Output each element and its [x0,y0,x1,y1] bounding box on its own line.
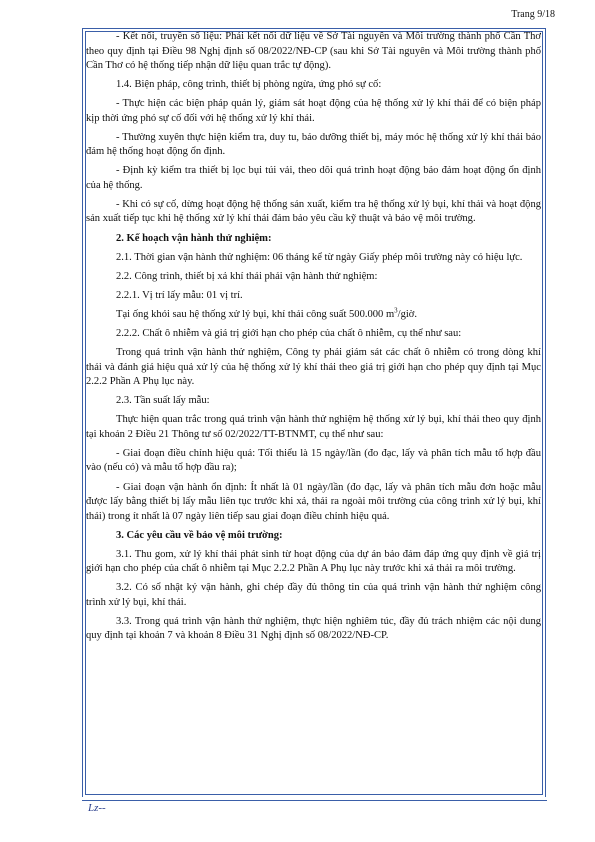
paragraph: 1.4. Biện pháp, công trình, thiết bị phòng ngừa, ứng phó sự cố: [116,79,382,91]
paragraph-text: Tại ống khói sau hệ thống xử lý bụi, khí thải công suất 500.000 m [116,308,395,320]
paragraph: 3.1. Thu gom, xử lý khí thải phát sinh từ hoạt động của dự án bảo đảm đáp ứng quy định về giá trị giới hạn cho phép của chất ô nhiễm tại Mục 2.2.2 Phần A Phụ lục này trước khi xả thải ra môi trường. [86,548,541,575]
handwritten-initials: Lz-- [88,802,106,814]
paragraph: - Giai đoạn vận hành ổn định: Ít nhất là 01 ngày/lần (đo đạc, lấy và phân tích mẫu đơn hoặc mẫu được lấy bằng thiết bị lấy mẫu liên tục trước khi xả, thải ra ngoài môi trường của công trình xử lý bụi, khí thải) trong ít nhất là 07 ngày liên tiếp sau giai đoạn điều chỉnh hiệu quả. [86,481,541,522]
paragraph: - Kết nối, truyền số liệu: Phải kết nối dữ liệu về Sở Tài nguyên và Môi trường thành phố Cần Thơ theo quy định tại Điều 98 Nghị định số 08/2022/NĐ-CP (sau khi Sở Tài nguyên và Môi trường thành phố Cần Thơ có hệ thống tiếp nhận dữ liệu quan trắc tự động). [86,31,541,71]
paragraph: 2.2.1. Vị trí lấy mẫu: 01 vị trí. [116,289,243,301]
page-number: Trang 9/18 [511,9,555,20]
section-heading: 2. Kế hoạch vận hành thử nghiệm: [116,232,272,244]
paragraph: 2.2.2. Chất ô nhiễm và giá trị giới hạn cho phép của chất ô nhiễm, cụ thể như sau: [116,328,462,340]
section-heading: 3. Các yêu cầu về bảo vệ môi trường: [116,529,283,541]
paragraph: 3.3. Trong quá trình vận hành thử nghiệm, thực hiện nghiêm túc, đầy đủ trách nhiệm các nội dung quy định tại khoản 7 và khoản 8 Điều 31 Nghị định số 08/2022/NĐ-CP. [86,615,541,642]
paragraph-with-superscript [86,308,541,323]
page-border-bottom [82,800,547,801]
paragraph: - Thực hiện các biện pháp quản lý, giám sát hoạt động của hệ thống xử lý khí thải để có biện pháp kịp thời ứng phó sự cố đối với hệ thống xử lý khí thải. [86,98,541,124]
paragraph: Trong quá trình vận hành thử nghiệm, Công ty phải giám sát các chất ô nhiễm có trong dòng khí thải và đánh giá hiệu quả xử lý của hệ thống xử lý khí thải theo giá trị giới hạn cho phép quy định tại Mục 2.2.2 Phần A Phụ lục này. [86,347,541,388]
paragraph: - Giai đoạn điều chỉnh hiệu quả: Tối thiểu là 15 ngày/lần (đo đạc, lấy và phân tích mẫu tổ hợp đầu vào (nếu có) và mẫu tổ hợp đầu ra); [86,447,541,474]
paragraph: 3.2. Có sổ nhật ký vận hành, ghi chép đầy đủ thông tin của quá trình vận hành thử nghiệm công trình xử lý bụi, khí thải. [86,582,541,608]
paragraph: - Định kỳ kiểm tra thiết bị lọc bụi túi vải, theo dõi quá trình hoạt động bảo đảm hoạt động ổn định của hệ thống. [86,165,541,191]
paragraph: 2.1. Thời gian vận hành thử nghiệm: 06 tháng kể từ ngày Giấy phép môi trường này có hiệu lực. [116,251,523,263]
superscript: 3 [394,306,398,315]
paragraph: Thực hiện quan trắc trong quá trình vận hành thử nghiệm hệ thống xử lý bụi, khí thải theo quy định tại khoản 2 Điều 21 Thông tư số 02/2022/TT-BTNMT, cụ thể như sau: [86,414,541,440]
paragraph-text-after: /giờ. [397,308,418,320]
paragraph: - Khi có sự cố, dừng hoạt động hệ thống sản xuất, kiểm tra hệ thống xử lý bụi, khí thải và hoạt động sản xuất tiếp tục khi hệ thống xử lý khí thải đảm bảo yêu cầu kỹ thuật và bảo vệ môi trường. [86,198,541,225]
document-body [86,30,541,648]
paragraph: 2.3. Tần suất lấy mẫu: [116,395,210,407]
paragraph: - Thường xuyên thực hiện kiểm tra, duy tu, bảo dưỡng thiết bị, máy móc hệ thống xử lý khí thải bảo đảm hệ thống hoạt động ổn định. [86,131,541,158]
paragraph: 2.2. Công trình, thiết bị xả khí thải phải vận hành thử nghiệm: [116,270,378,282]
